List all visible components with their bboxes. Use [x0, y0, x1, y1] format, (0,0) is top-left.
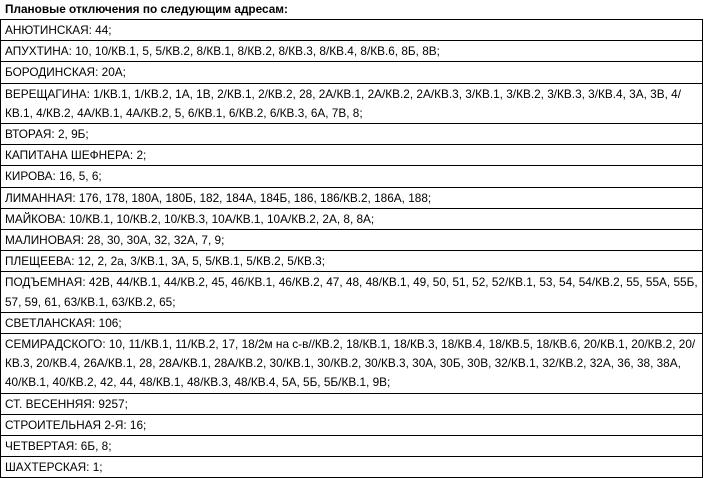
address-cell: СВЕТЛАНСКАЯ: 106; [1, 312, 703, 333]
address-table [0, 19, 703, 478]
address-cell: МАЙКОВА: 10/КВ.1, 10/КВ.2, 10/КВ.3, 10А/КВ.1, 10А/КВ.2, 2А, 8, 8А; [1, 208, 703, 229]
address-row [1, 436, 703, 457]
address-cell: АПУХТИНА: 10, 10/КВ.1, 5, 5/КВ.2, 8/КВ.1, 8/КВ.2, 8/КВ.3, 8/КВ.4, 8/КВ.6, 8Б, 8В; [1, 41, 703, 62]
address-cell: ВТОРАЯ: 2, 9Б; [1, 124, 703, 145]
address-row [1, 208, 703, 229]
address-row [1, 414, 703, 435]
address-row [1, 251, 703, 272]
address-row [1, 20, 703, 41]
address-cell: СЕМИРАДСКОГО: 10, 11/КВ.1, 11/КВ.2, 17, 18/2м на с-в//КВ.2, 18/КВ.1, 18/КВ.3, 18/КВ.4, 18/КВ.5, 18/КВ.6, 20/КВ.1, 20/КВ.2, 20/КВ.3, 20/КВ.4, 26А/КВ.1, 28, 28А/КВ.1, 28А/КВ.2, 30/КВ.1, 30/КВ.2, 30/КВ.3, 30А, 30Б, 30В, 32/КВ.1, 32/КВ.2, 32А, 36, 38, 38А, 40/КВ.1, 40/КВ.2, 42, 44, 48/КВ.1, 48/КВ.3, 48/КВ.4, 5А, 5Б, 5Б/КВ.1, 9В; [1, 334, 703, 394]
address-row [1, 83, 703, 123]
address-row [1, 312, 703, 333]
address-cell: ШАХТЕРСКАЯ: 1; [1, 457, 703, 478]
address-row [1, 334, 703, 394]
address-cell: ПЛЕЩЕЕВА: 12, 2, 2а, 3/КВ.1, 3А, 5, 5/КВ.1, 5/КВ.2, 5/КВ.3; [1, 251, 703, 272]
address-row [1, 272, 703, 312]
address-row [1, 62, 703, 83]
address-row [1, 166, 703, 187]
address-cell: ЛИМАННАЯ: 176, 178, 180А, 180Б, 182, 184А, 184Б, 186, 186/КВ.2, 186А, 188; [1, 187, 703, 208]
address-row [1, 187, 703, 208]
address-cell: МАЛИНОВАЯ: 28, 30, 30А, 32, 32А, 7, 9; [1, 230, 703, 251]
page-title: Плановые отключения по следующим адресам: [5, 2, 288, 16]
address-row [1, 41, 703, 62]
address-table-body [1, 20, 703, 478]
address-cell: ВЕРЕЩАГИНА: 1/КВ.1, 1/КВ.2, 1А, 1В, 2/КВ.1, 2/КВ.2, 28, 2А/КВ.1, 2А/КВ.2, 2А/КВ.3, 3/КВ.1, 3/КВ.2, 3/КВ.3, 3/КВ.4, 3А, 3В, 4/КВ.1, 4/КВ.2, 4А/КВ.1, 4А/КВ.2, 5, 6/КВ.1, 6/КВ.2, 6/КВ.3, 6А, 7В, 8; [1, 83, 703, 123]
address-row [1, 457, 703, 478]
address-cell: ПОДЪЕМНАЯ: 42В, 44/КВ.1, 44/КВ.2, 45, 46/КВ.1, 46/КВ.2, 47, 48, 48/КВ.1, 49, 50, 51, 52, 52/КВ.1, 53, 54, 54/КВ.2, 55, 55А, 55Б, 57, 59, 61, 63/КВ.1, 63/КВ.2, 65; [1, 272, 703, 312]
address-cell: СТРОИТЕЛЬНАЯ 2-Я: 16; [1, 414, 703, 435]
address-row [1, 145, 703, 166]
address-cell: КАПИТАНА ШЕФНЕРА: 2; [1, 145, 703, 166]
address-row [1, 393, 703, 414]
address-cell: ЧЕТВЕРТАЯ: 6Б, 8; [1, 436, 703, 457]
address-row [1, 124, 703, 145]
address-cell: БОРОДИНСКАЯ: 20А; [1, 62, 703, 83]
address-cell: СТ. ВЕСЕННЯЯ: 9257; [1, 393, 703, 414]
address-cell: КИРОВА: 16, 5, 6; [1, 166, 703, 187]
address-cell: АНЮТИНСКАЯ: 44; [1, 20, 703, 41]
address-row [1, 230, 703, 251]
